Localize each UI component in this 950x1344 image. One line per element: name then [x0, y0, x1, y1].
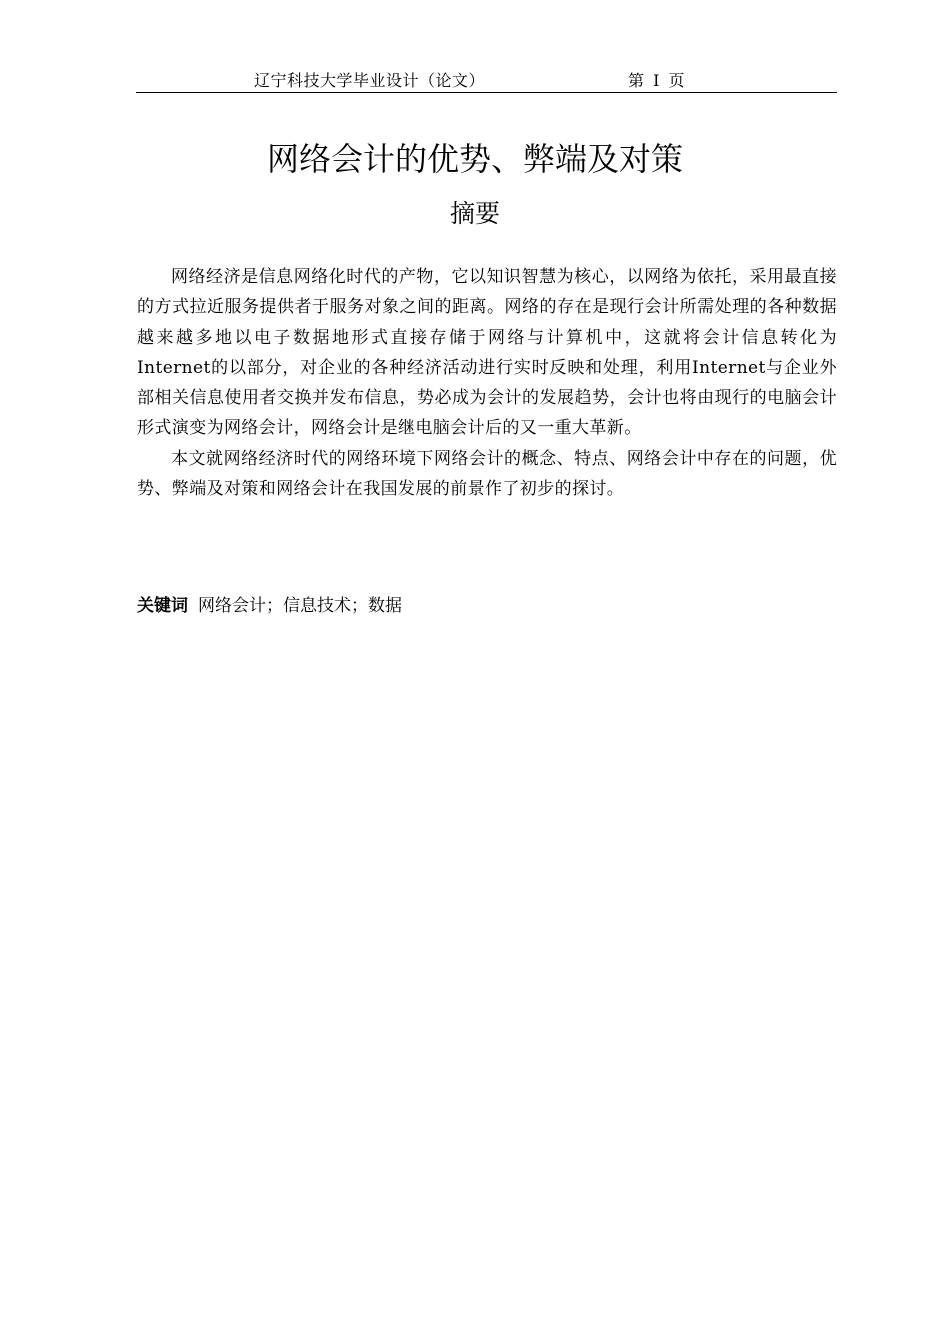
abstract-paragraph-1: 网络经济是信息网络化时代的产物，它以知识智慧为核心，以网络为依托，采用最直接的方式拉近服务提供者于服务对象之间的距离。网络的存在是现行会计所需处理的各种数据越来越多地以电子数据地形式直接存储于网络与计算机中，这就将会计信息转化为Internet的以部分，对企业的各种经济活动进行实时反映和处理，利用Internet与企业外部相关信息使用者交换并发布信息，势必成为会计的发展趋势，会计也将由现行的电脑会计形式演变为网络会计，网络会计是继电脑会计后的又一重大革新。: [137, 267, 837, 439]
header-school-name: 辽宁科技大学毕业设计（论文）: [254, 71, 486, 90]
abstract-heading: 摘要: [449, 199, 500, 228]
keywords-label: 关键词: [137, 596, 188, 616]
header-page-number: 第 I 页: [628, 71, 685, 90]
abstract-paragraph-2: 本文就网络经济时代的网络环境下网络会计的概念、特点、网络会计中存在的问题，优势、弊端及对策和网络会计在我国发展的前景作了初步的探讨。: [137, 448, 837, 500]
keywords-value: 网络会计；信息技术；数据: [198, 596, 402, 616]
page-header: [136, 64, 837, 93]
abstract-body: [137, 262, 837, 504]
paper-title: 网络会计的优势、弊端及对策: [266, 140, 683, 178]
keywords-line: [137, 592, 402, 620]
